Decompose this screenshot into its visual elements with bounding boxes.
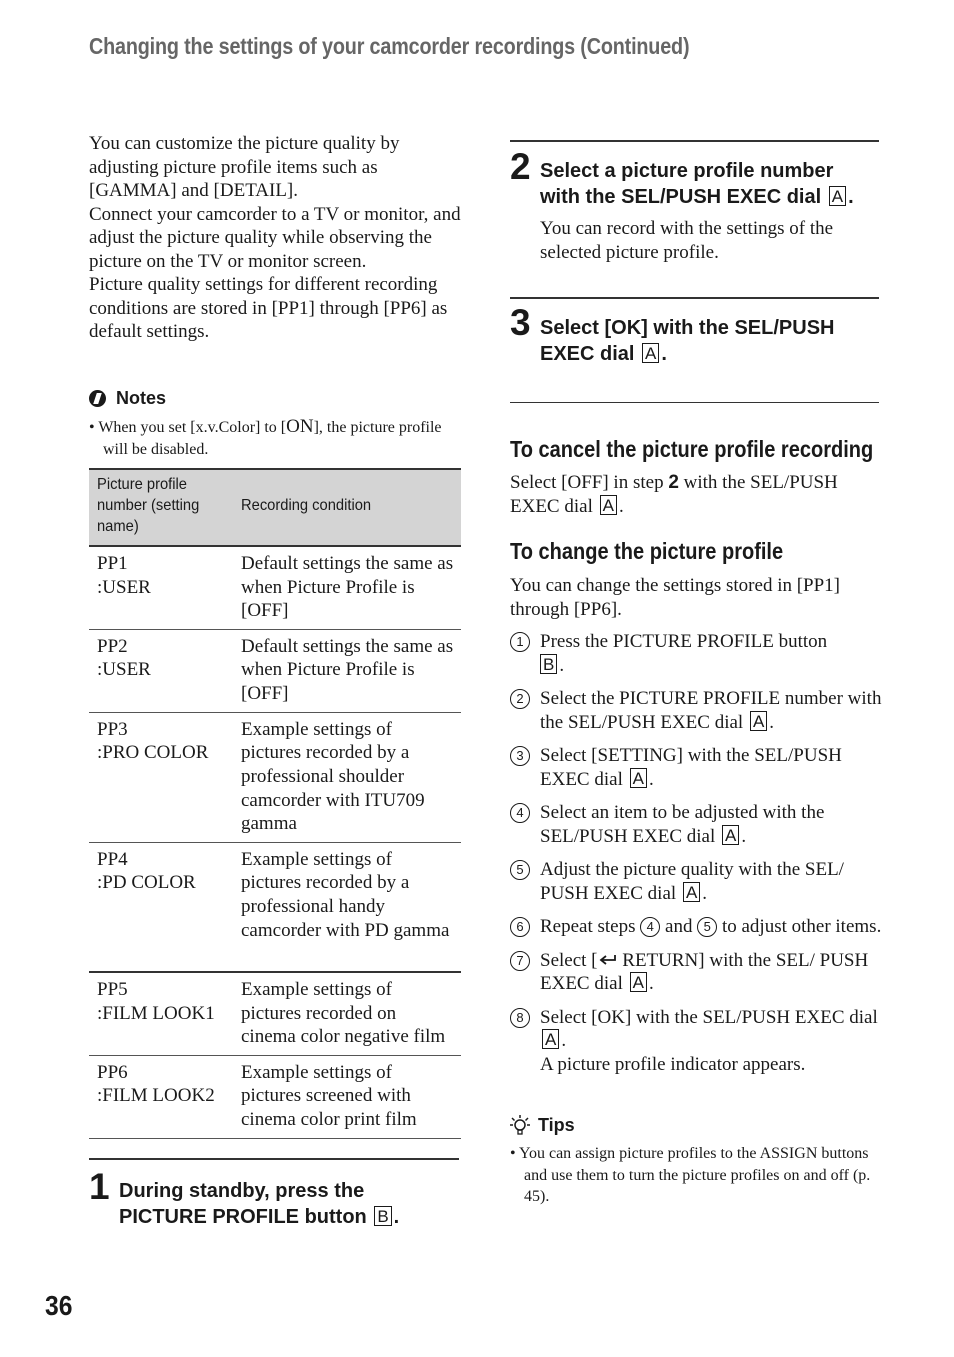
step-circle-number: 6 [510,917,530,937]
table-cell-condition: Example settings of pictures recorded by a professional shoulder camcorder with ITU709 gamma [233,712,461,842]
substep-list [510,630,882,1086]
intro-paragraph: Picture quality settings for different recording conditions are stored in [PP1] through [PP6] as default settings. [89,274,448,342]
table-row [89,972,461,1055]
table-row [89,842,461,972]
intro-paragraph: You can customize the picture quality by adjusting picture profile items such as [GAMMA] and [DETAIL]. [89,133,400,201]
cancel-heading: To cancel the picture profile recording [510,436,874,462]
label-box-b: B [374,1206,391,1226]
label-box-a: A [642,343,659,363]
table-row [89,1055,461,1138]
step-number: 1 [89,1166,110,1207]
list-item: 1 Press the PICTURE PROFILE button B . [510,630,882,677]
change-text: You can change the settings stored in [PP1] through [PP6]. [510,575,841,620]
return-icon [598,953,618,967]
step-divider [89,1158,459,1160]
intro-paragraph: Connect your camcorder to a TV or monitor, and adjust the picture quality while observing the picture on the TV or monitor screen. [89,203,461,272]
page-number: 36 [45,1290,73,1321]
table-row [89,546,461,629]
step-instruction: Select [OK] with the SEL/PUSH EXEC dial A . [540,317,835,365]
label-box-a: A [829,186,846,206]
label-box-a: A [750,711,767,731]
table-cell-condition: Example settings of pictures recorded by a professional handy camcorder with PD gamma [233,842,461,972]
table-cell-condition: Default settings the same as when Picture Profile is [OFF] [233,629,461,712]
tips-heading-label: Tips [538,1114,575,1135]
step-3 [510,302,882,367]
table-row [89,629,461,712]
step-divider [510,297,879,299]
label-box-a: A [630,972,647,992]
intro-text [89,132,461,344]
step-number: 3 [510,302,531,343]
table-cell-number: PP2 :USER [89,629,233,712]
list-item: 6 Repeat steps 4 and 5 to adjust other items. [510,915,882,939]
list-item: 5 Adjust the picture quality with the SEL/ PUSH EXEC dial A . [510,858,882,905]
section-divider [510,402,879,403]
table-cell-number: PP3 :PRO COLOR [89,712,233,842]
list-item: 2 Select the PICTURE PROFILE number with the SEL/PUSH EXEC dial A . [510,687,882,734]
table-cell-number: PP4 :PD COLOR [89,842,233,972]
label-box-a: A [722,825,739,845]
label-box-a: A [630,768,647,788]
label-box-b: B [540,654,557,674]
table-header-cell: Picture profile number (setting name) [89,469,233,546]
table-cell-condition: Example settings of pictures recorded on cinema color negative film [233,972,461,1055]
step-circle-number: 8 [510,1008,530,1028]
step-circle-number: 3 [510,746,530,766]
table-header-cell: Recording condition [233,469,461,546]
list-item: 7 Select [ RETURN] with the SEL/ PUSH EXEC dial A . [510,949,882,996]
notes-icon [89,390,106,407]
step-circle-number: 5 [510,860,530,880]
table-cell-condition: Default settings the same as when Picture Profile is [OFF] [233,546,461,629]
step-instruction: During standby, press the PICTURE PROFILE button B . [119,1180,400,1228]
tip-item: • You can assign picture profiles to the ASSIGN buttons and use them to turn the picture profiles on and off (p. 45). [510,1145,871,1205]
table-cell-number: PP5 :FILM LOOK1 [89,972,233,1055]
cancel-text: Select [OFF] in step 2 with the SEL/PUSH EXEC dial A . [510,472,838,517]
list-item: 8 Select [OK] with the SEL/PUSH EXEC dial A . A picture profile indicator appears. [510,1006,882,1077]
step-divider [510,140,879,142]
label-box-a: A [683,882,700,902]
table-row [89,712,461,842]
table-cell-number: PP6 :FILM LOOK2 [89,1055,233,1138]
list-item: 4 Select an item to be adjusted with the SEL/PUSH EXEC dial A . [510,801,882,848]
table-header-row [89,469,461,546]
step-2 [510,146,882,210]
change-heading: To change the picture profile [510,538,784,564]
notes-heading-label: Notes [116,388,167,408]
step-circle-number: 7 [510,951,530,971]
notes-heading [89,388,166,409]
step-instruction: Select a picture profile number with the SEL/PUSH EXEC dial A . [540,160,854,208]
note-item: • When you set [x.v.Color] to [ON], the picture profile will be disabled. [89,416,442,458]
step-ref-circle: 4 [640,917,660,937]
step-number: 2 [510,146,531,187]
picture-profile-table [89,468,461,1139]
table-cell-condition: Example settings of pictures screened with cinema color print film [233,1055,461,1138]
tips-heading [510,1114,575,1136]
step-ref-circle: 5 [697,917,717,937]
page-header-title: Changing the settings of your camcorder recordings (Continued) [89,33,690,59]
step-description: You can record with the settings of the selected picture profile. [540,218,834,263]
step-circle-number: 4 [510,803,530,823]
step-circle-number: 1 [510,632,530,652]
lightbulb-icon [510,1114,530,1136]
step-circle-number: 2 [510,689,530,709]
list-item: 3 Select [SETTING] with the SEL/PUSH EXEC dial A . [510,744,882,791]
label-box-a: A [542,1029,559,1049]
label-box-a: A [600,495,617,515]
step-1 [89,1166,461,1230]
table-cell-number: PP1 :USER [89,546,233,629]
